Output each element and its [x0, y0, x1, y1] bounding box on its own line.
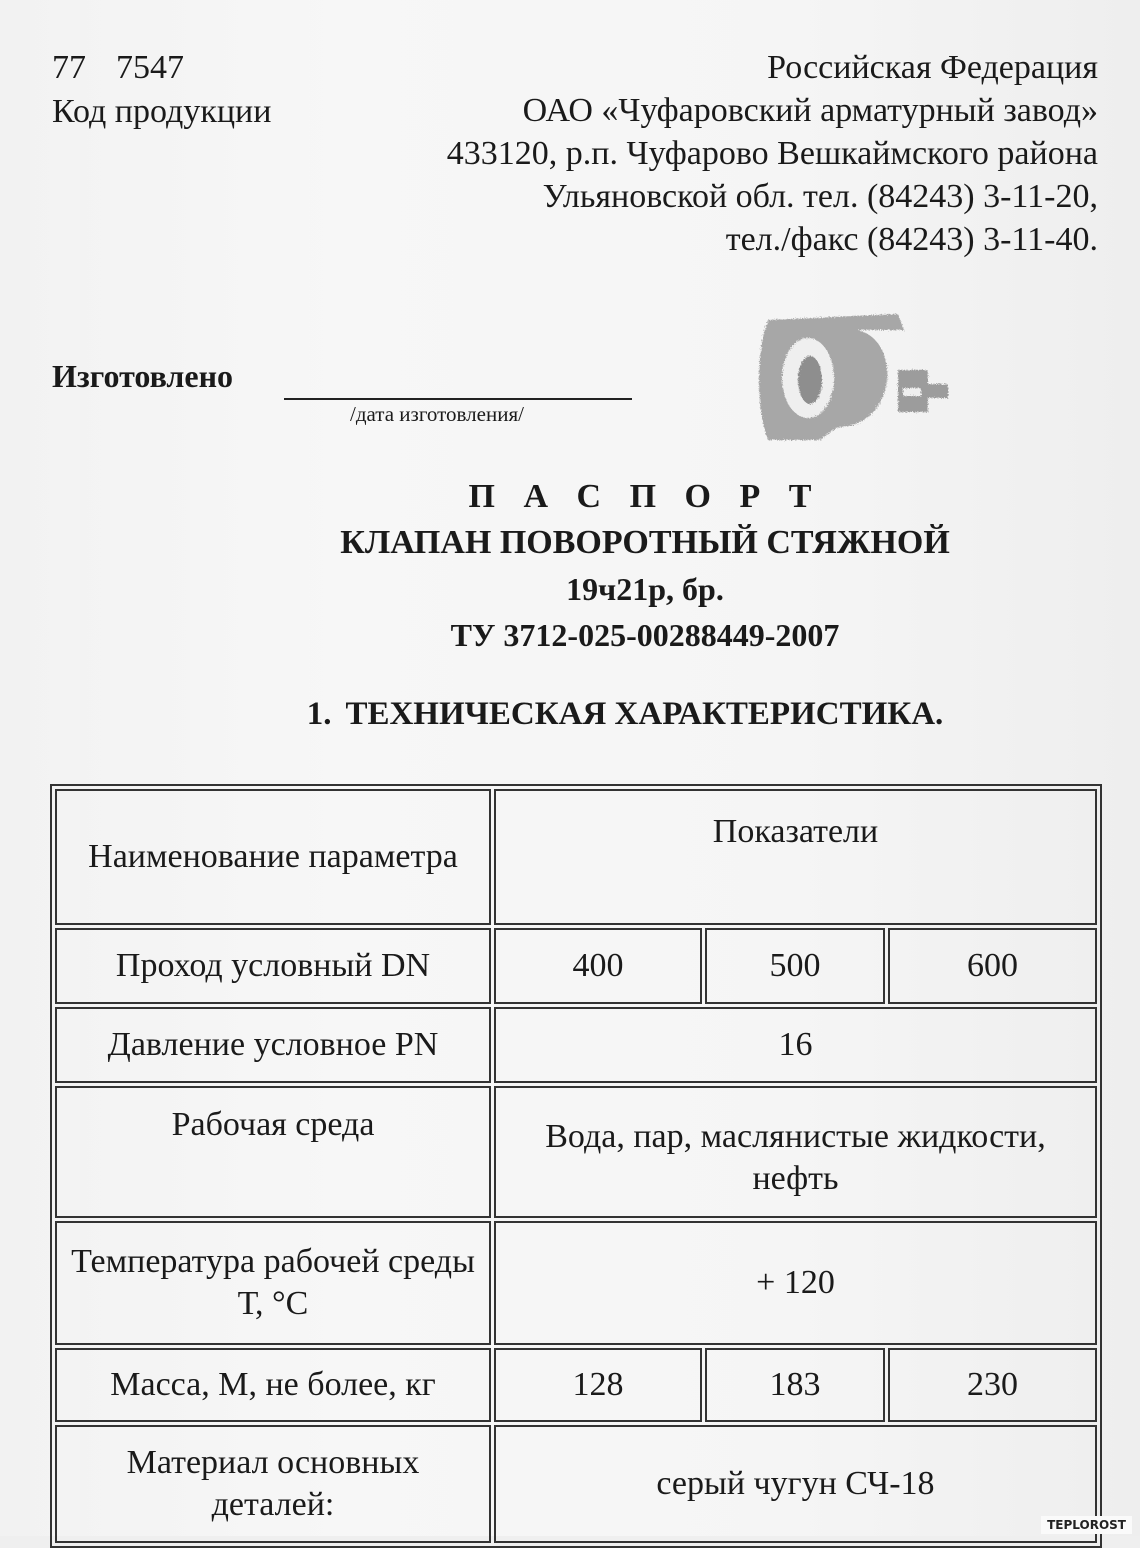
passport-title: П А С П О Р Т [468, 478, 822, 515]
table-row [55, 1425, 1097, 1543]
manufactured-date-caption: /дата изготовления/ [350, 402, 524, 426]
table-row [55, 1086, 1097, 1218]
product-code-label: Код продукции [52, 93, 272, 130]
section-title: ТЕХНИЧЕСКАЯ ХАРАКТЕРИСТИКА. [345, 696, 944, 732]
table-row [55, 1221, 1097, 1345]
address-line-country: Российская Федерация [767, 49, 1098, 86]
value-cell: серый чугун СЧ-18 [494, 1425, 1097, 1543]
value-cell: Вода, пар, маслянистые жидкости, нефть [494, 1086, 1097, 1218]
technical-specs-table [50, 784, 1102, 1548]
certification-stamp-icon [748, 300, 958, 450]
section-number: 1. [306, 696, 332, 732]
table-header-row [55, 789, 1097, 925]
product-name: КЛАПАН ПОВОРОТНЫЙ СТЯЖНОЙ [340, 524, 950, 561]
product-model: 19ч21р, бр. [566, 571, 724, 607]
passport-title-block [0, 474, 1140, 658]
table-row [55, 1348, 1097, 1422]
table-row [55, 1007, 1097, 1083]
param-cell: Проход условный DN [55, 928, 491, 1004]
value-cell: 183 [705, 1348, 885, 1422]
section-heading [0, 696, 1140, 733]
value-cell: 230 [888, 1348, 1097, 1422]
param-cell: Температура рабочей среды Т, °С [55, 1221, 491, 1345]
value-cell: 128 [494, 1348, 702, 1422]
table-row [55, 928, 1097, 1004]
value-cell: 16 [494, 1007, 1097, 1083]
manufactured-label: Изготовлено [52, 358, 234, 394]
site-watermark: TEPLOROST [1041, 1516, 1132, 1534]
address-line-locality: 433120, р.п. Чуфарово Вешкаймского района [446, 135, 1098, 172]
manufactured-date-line [284, 398, 632, 400]
value-cell: 600 [888, 928, 1097, 1004]
header-values-cell: Показатели [494, 789, 1097, 925]
param-cell: Рабочая среда [55, 1086, 491, 1218]
manufacturer-address [447, 46, 1098, 261]
product-code [52, 46, 271, 90]
value-cell: 500 [705, 928, 885, 1004]
product-code-part1: 77 [52, 49, 86, 86]
param-cell: Давление условное PN [55, 1007, 491, 1083]
address-line-fax: тел./факс (84243) 3-11-40. [725, 221, 1098, 258]
param-cell: Материал основных деталей: [55, 1425, 491, 1543]
product-code-part2: 7547 [116, 49, 184, 86]
product-standard: ТУ 3712-025-00288449-2007 [450, 617, 840, 653]
header-param-cell: Наименование параметра [55, 789, 491, 925]
value-cell: 400 [494, 928, 702, 1004]
param-cell: Масса, М, не более, кг [55, 1348, 491, 1422]
address-line-phone: Ульяновской обл. тел. (84243) 3-11-20, [542, 178, 1098, 215]
value-cell: + 120 [494, 1221, 1097, 1345]
product-code-block [52, 46, 271, 134]
address-line-company: ОАО «Чуфаровский арматурный завод» [522, 92, 1098, 129]
